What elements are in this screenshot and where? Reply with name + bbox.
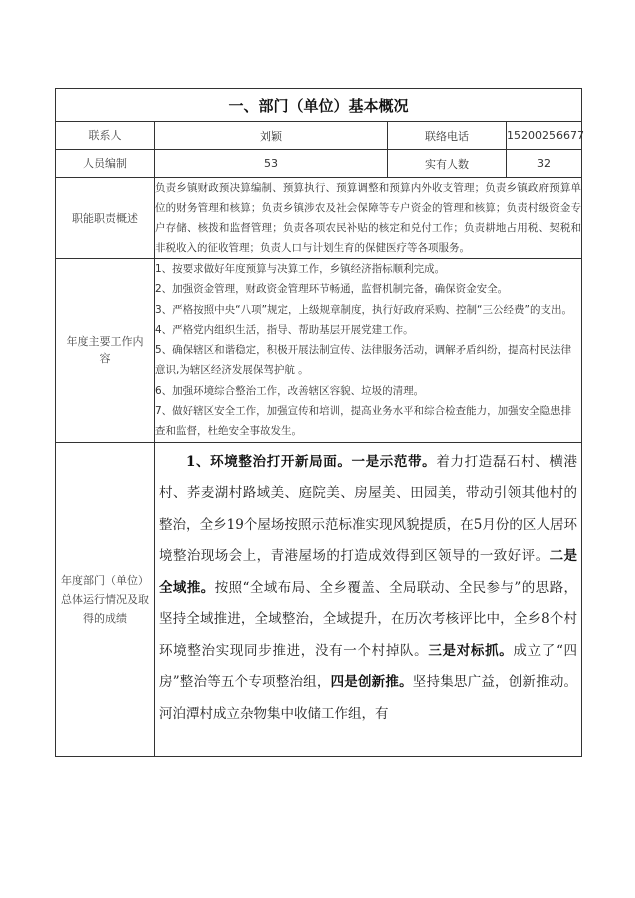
task-item: 6、加强环境综合整治工作，改善辖区容貌、垃圾的清理。 <box>155 384 425 397</box>
task-item: 2、加强资金管理，财政资金管理环节畅通，监督机制完备，确保资金安全。 <box>155 283 509 296</box>
point-1-title: 一是示范带。 <box>351 453 437 470</box>
point-4-text: 坚持集思广益，创新推动。河泊潭村成立杂物集中收储工作组，有 <box>159 674 578 722</box>
performance-heading: 1、环境整治打开新局面。 <box>186 453 352 470</box>
point-1-text: 着力打造磊石村、横港村、荞麦湖村路域美、庭院美、房屋美、田园美，带动引领其他村的整治，全乡19个屋场按照示范标准实现风貌提质，在5月份的区人居环境整治现场会上，青港屋场的打造成效得到区领导的一致好评。 <box>159 453 578 565</box>
section-title: 一、部门（单位）基本概况 <box>56 89 582 122</box>
phone-label: 联络电话 <box>388 122 507 150</box>
duties-text: 负责乡镇财政预决算编制、预算执行、预算调整和预算内外收支管理；负责乡镇政府预算单位的财务管理和核算；负责乡镇涉农及社会保障等专户资金的管理和核算；负责村级资金专户存储、核拨和监督管理；负责各项农民补贴的核定和兑付工作；负责耕地占用税、契税和非税收入的征收管理；负责人口与计划生育的保健医疗等各项服务。 <box>155 178 582 259</box>
point-4-title: 四是创新推。 <box>330 674 413 691</box>
point-3-title: 三是对标抓。 <box>428 642 514 659</box>
performance-text <box>155 442 582 756</box>
task-item: 7、做好辖区安全工作，加强宣传和培训，提高业务水平和综合检查能力，加强安全隐患排查和监督，杜绝安全事故发生。 <box>155 405 572 438</box>
tasks-row <box>56 259 582 443</box>
task-item: 5、确保辖区和谐稳定，积极开展法制宣传、法律服务活动，调解矛盾纠纷，提高村民法律意识,为辖区经济发展保驾护航 。 <box>155 344 572 377</box>
performance-row <box>56 442 582 756</box>
duties-row <box>56 178 582 259</box>
contact-row <box>56 122 582 150</box>
staff-label: 人员编制 <box>56 150 155 178</box>
point-2-title: 二是全域推。 <box>159 548 578 596</box>
staff-row <box>56 150 582 178</box>
performance-label: 年度部门（单位）总体运行情况及取得的成绩 <box>56 442 155 756</box>
task-item: 4、严格党内组织生活，指导、帮助基层开展党建工作。 <box>155 323 414 336</box>
actual-staff-label: 实有人数 <box>388 150 507 178</box>
staff-value: 53 <box>155 150 388 178</box>
point-2-text: 按照“全域布局、全乡覆盖、全局联动、全民参与”的思路，坚持全域推进，全域整治，全域提升，在历次考核评比中，全乡8个村环境整治实现同步推进，没有一个村掉队。 <box>159 579 578 659</box>
tasks-label: 年度主要工作内容 <box>56 259 155 443</box>
point-3-text: 成立了“四房”整治等五个专项整治组， <box>159 642 578 691</box>
task-item: 3、严格按照中央“八项”规定，上级规章制度，执行好政府采购、控制“三公经费”的支出。 <box>155 303 572 316</box>
actual-staff-value: 32 <box>507 150 582 178</box>
duties-label: 职能职责概述 <box>56 178 155 259</box>
basic-info-table <box>55 88 582 757</box>
tasks-list <box>155 259 582 443</box>
task-item: 1、按要求做好年度预算与决算工作，乡镇经济指标顺利完成。 <box>155 263 446 275</box>
contact-label: 联系人 <box>56 122 155 150</box>
phone-value: 15200256677 <box>507 122 582 150</box>
contact-value: 刘颖 <box>155 122 388 150</box>
